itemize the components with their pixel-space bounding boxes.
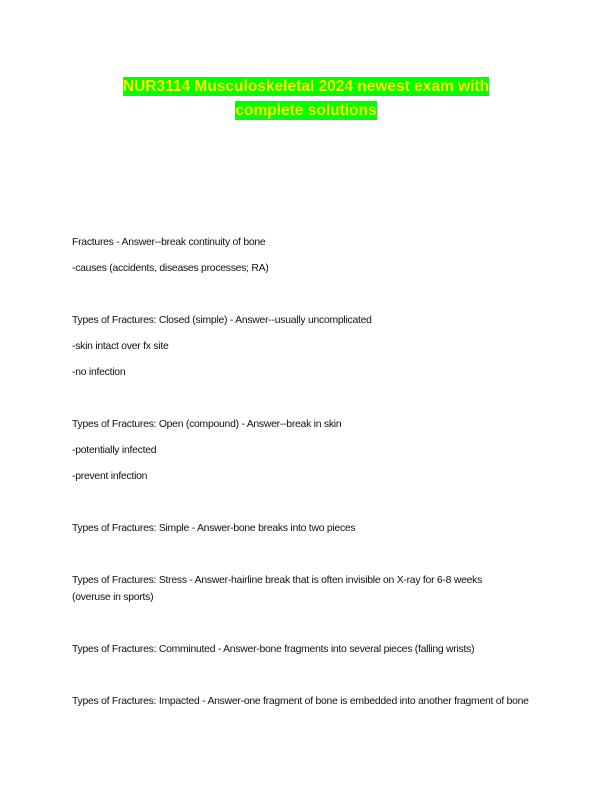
- entry-fractures: Fractures - Answer--break continuity of bone: [72, 237, 266, 248]
- document-title: [60, 75, 552, 123]
- document-body: [72, 236, 552, 721]
- entry-impacted: Types of Fractures: Impacted - Answer-one fragment of bone is embedded into another fragment of bone: [72, 696, 529, 707]
- entry-closed-skin: -skin intact over fx site: [72, 341, 169, 352]
- entry-simple: Types of Fractures: Simple - Answer-bone breaks into two pieces: [72, 523, 356, 534]
- entry-closed-infection: -no infection: [72, 367, 126, 378]
- entry-open: Types of Fractures: Open (compound) - Answer--break in skin: [72, 419, 342, 430]
- entry-stress-cont: (overuse in sports): [72, 592, 154, 603]
- entry-open-infected: -potentially infected: [72, 445, 157, 456]
- entry-fractures-causes: -causes (accidents, diseases processes; RA): [72, 263, 269, 274]
- title-line-2: complete solutions: [235, 102, 377, 119]
- title-line-1: NUR3114 Musculoskeletal 2024 newest exam with: [122, 78, 490, 95]
- entry-open-prevent: -prevent infection: [72, 471, 148, 482]
- entry-closed: Types of Fractures: Closed (simple) - Answer--usually uncomplicated: [72, 315, 372, 326]
- entry-stress: Types of Fractures: Stress - Answer-hairline break that is often invisible on X-ray for 6-8 weeks: [72, 575, 483, 586]
- entry-comminuted: Types of Fractures: Comminuted - Answer-bone fragments into several pieces (falling wrists): [72, 644, 475, 655]
